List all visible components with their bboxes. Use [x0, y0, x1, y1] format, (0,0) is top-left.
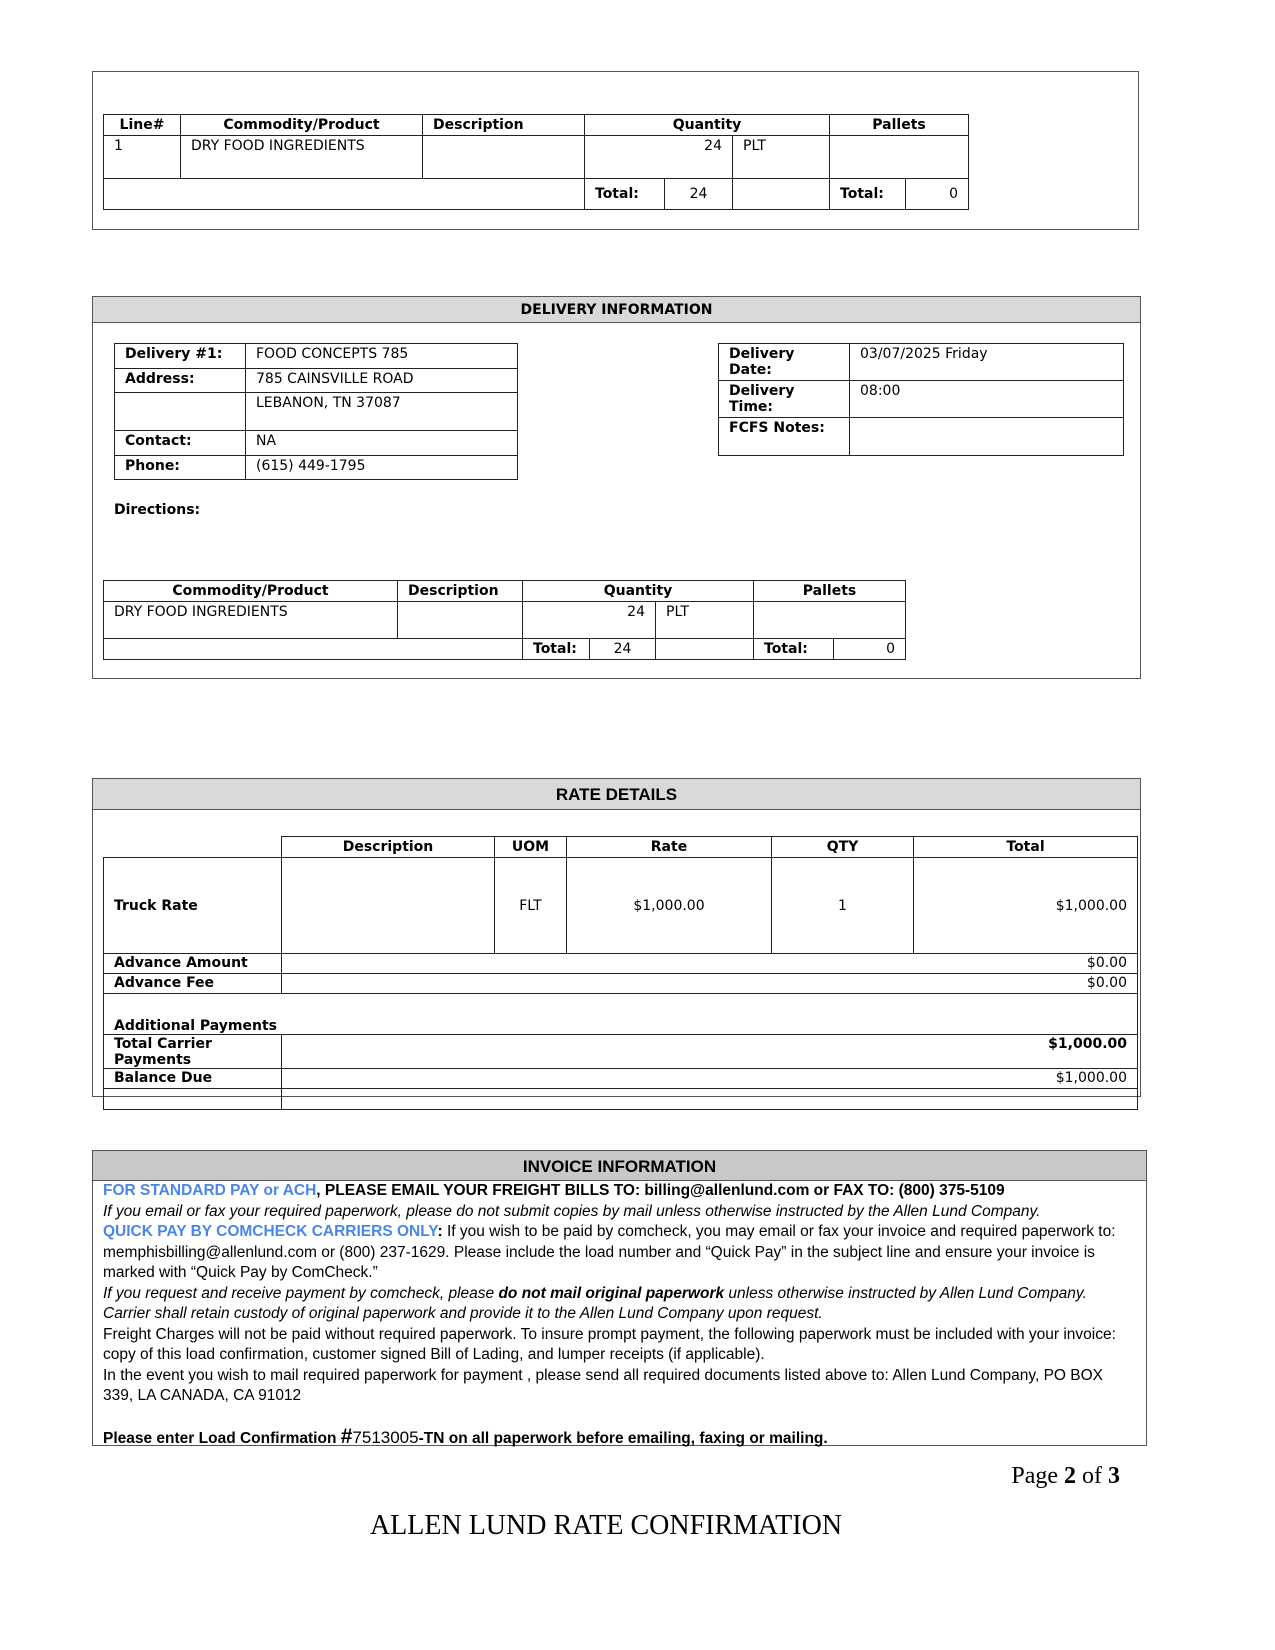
col-pallets: Pallets — [830, 115, 969, 136]
pallets-total-value: 0 — [906, 179, 969, 210]
standard-pay-text: , PLEASE EMAIL YOUR FREIGHT BILLS TO: billing@allenlund.com or FAX TO: (800) 375-5109 — [316, 1182, 1005, 1199]
totals-spacer — [104, 639, 523, 660]
delivery-name: FOOD CONCEPTS 785 — [246, 344, 518, 369]
comcheck-note-a: If you request and receive payment by comcheck, please — [103, 1284, 499, 1302]
col-commodity: Commodity/Product — [104, 581, 398, 602]
qty-total-value: 24 — [590, 639, 656, 660]
load-confirmation-hash: # — [340, 1424, 353, 1448]
col-line: Line# — [104, 115, 181, 136]
col-quantity: Quantity — [585, 115, 830, 136]
comcheck-note-c: unless otherwise instructed by Allen Lund Company. Carrier shall retain custody of original paperwork and provide it to the Allen Lund Company upon request. — [103, 1284, 1087, 1322]
col-description: Description — [398, 581, 523, 602]
delivery-date-table — [718, 343, 1124, 456]
invoice-section — [92, 1150, 1147, 1446]
advance-fee-label: Advance Fee — [104, 974, 282, 994]
advance-fee-value: $0.00 — [282, 974, 1138, 994]
line-items-table — [103, 114, 969, 210]
commodity: DRY FOOD INGREDIENTS — [104, 602, 398, 639]
blank-cell — [282, 1089, 1138, 1110]
invoice-title: INVOICE INFORMATION — [93, 1151, 1146, 1181]
delivery-address-table — [114, 343, 518, 480]
load-confirmation-number: 7513005 — [352, 1427, 419, 1447]
invoice-line-mail-address: In the event you wish to mail required paperwork for payment , please send all required documents listed above to: Allen Lund Company, PO BOX 339, LA CANADA, CA 91012 — [103, 1366, 1104, 1404]
directions-label: Directions: — [114, 502, 201, 518]
advance-amount-label: Advance Amount — [104, 954, 282, 974]
pallets-total-value: 0 — [834, 639, 906, 660]
quick-pay-text: If you wish to be paid by comcheck, you may email or fax your invoice and required paperwork to: memphisbilling@allenlund.com or (800) 237-1629. Please include the load number and “Quick Pay” in the subject line and ensure your invoice is marked with “Quick Pay by ComCheck.” — [103, 1223, 1116, 1281]
col-total: Total — [914, 837, 1138, 858]
truck-rate-row — [104, 858, 1138, 954]
load-confirmation-suffix: -TN on all paperwork before emailing, faxing or mailing. — [418, 1429, 828, 1447]
delivery-time-value: 08:00 — [850, 381, 1124, 418]
phone-label: Phone: — [115, 456, 246, 480]
pallets-total-label: Total: — [754, 639, 834, 660]
line-number: 1 — [104, 136, 181, 179]
qty-total-blank — [733, 179, 830, 210]
truck-rate-qty: 1 — [772, 858, 914, 954]
total-carrier-value: $1,000.00 — [282, 1035, 1138, 1069]
quantity-unit: PLT — [733, 136, 830, 179]
page-total: 3 — [1108, 1463, 1120, 1489]
qty-total-blank — [656, 639, 754, 660]
commodity: DRY FOOD INGREDIENTS — [181, 136, 423, 179]
table-row — [104, 136, 969, 179]
invoice-body — [103, 1181, 1133, 1449]
total-carrier-label: Total Carrier Payments — [104, 1035, 282, 1069]
invoice-line-load-confirmation — [103, 1424, 1133, 1450]
additional-payments-label: Additional Payments — [104, 994, 1138, 1035]
delivery-label: Delivery #1: — [115, 344, 246, 369]
invoice-line-quick-pay — [103, 1222, 1133, 1284]
col-uom: UOM — [495, 837, 567, 858]
totals-spacer — [104, 179, 585, 210]
truck-rate-rate: $1,000.00 — [567, 858, 772, 954]
blank-row — [104, 1089, 1138, 1110]
invoice-line-email-note: If you email or fax your required paperwork, please do not submit copies by mail unless otherwise instructed by the Allen Lund Company. — [103, 1202, 1041, 1220]
additional-payments-row — [104, 994, 1138, 1035]
fcfs-value — [850, 418, 1124, 456]
pallets-value — [830, 136, 969, 179]
advance-amount-value: $0.00 — [282, 954, 1138, 974]
quantity-value: 24 — [585, 136, 733, 179]
delivery-title: DELIVERY INFORMATION — [93, 297, 1140, 323]
col-quantity: Quantity — [523, 581, 754, 602]
invoice-line-comcheck-note — [103, 1284, 1133, 1325]
rate-table — [103, 836, 1138, 1110]
truck-rate-uom: FLT — [495, 858, 567, 954]
total-carrier-row — [104, 1035, 1138, 1069]
advance-amount-row — [104, 954, 1138, 974]
qty-total-value: 24 — [665, 179, 733, 210]
rate-title: RATE DETAILS — [93, 779, 1140, 810]
phone-value: (615) 449-1795 — [246, 456, 518, 480]
truck-rate-label: Truck Rate — [104, 858, 282, 954]
delivery-date-label: Delivery Date: — [719, 344, 850, 381]
description — [423, 136, 585, 179]
balance-due-label: Balance Due — [104, 1069, 282, 1089]
page-of: of — [1076, 1463, 1108, 1489]
quick-pay-heading: QUICK PAY BY COMCHECK CARRIERS ONLY — [103, 1223, 438, 1240]
page-current: 2 — [1064, 1463, 1076, 1489]
standard-pay-heading: FOR STANDARD PAY or ACH — [103, 1182, 317, 1199]
col-commodity: Commodity/Product — [181, 115, 423, 136]
delivery-time-label: Delivery Time: — [719, 381, 850, 418]
totals-row — [104, 639, 906, 660]
quantity-value: 24 — [523, 602, 656, 639]
pallets-total-label: Total: — [830, 179, 906, 210]
invoice-line-requirements: Freight Charges will not be paid without required paperwork. To insure prompt payment, the following paperwork must be included with your invoice: copy of this load confirmation, customer signed Bill of Lading, and lumper receipts (if applicable). — [103, 1325, 1116, 1363]
qty-total-label: Total: — [585, 179, 665, 210]
contact-value: NA — [246, 431, 518, 456]
page-number — [1011, 1463, 1120, 1490]
col-pallets: Pallets — [754, 581, 906, 602]
address-label: Address: — [115, 369, 246, 393]
truck-rate-description — [282, 858, 495, 954]
balance-due-row — [104, 1069, 1138, 1089]
page-prefix: Page — [1011, 1463, 1064, 1489]
col-description: Description — [423, 115, 585, 136]
quantity-unit: PLT — [656, 602, 754, 639]
address-label-blank — [115, 393, 246, 431]
address-line1: 785 CAINSVILLE ROAD — [246, 369, 518, 393]
col-rate: Rate — [567, 837, 772, 858]
description — [398, 602, 523, 639]
balance-due-value: $1,000.00 — [282, 1069, 1138, 1089]
delivery-commodity-table — [103, 580, 906, 660]
load-confirmation-prefix: Please enter Load Confirmation — [103, 1429, 341, 1447]
delivery-date-value: 03/07/2025 Friday — [850, 344, 1124, 381]
fcfs-label: FCFS Notes: — [719, 418, 850, 456]
col-description: Description — [282, 837, 495, 858]
truck-rate-total: $1,000.00 — [914, 858, 1138, 954]
comcheck-note-b: do not mail original paperwork — [498, 1284, 725, 1302]
blank-cell — [104, 1089, 282, 1110]
address-line2: LEBANON, TN 37087 — [246, 393, 518, 431]
totals-row — [104, 179, 969, 210]
advance-fee-row — [104, 974, 1138, 994]
qty-total-label: Total: — [523, 639, 590, 660]
invoice-line-standard-pay — [103, 1181, 1133, 1202]
footer-title: ALLEN LUND RATE CONFIRMATION — [369, 1510, 843, 1541]
col-qty: QTY — [772, 837, 914, 858]
rate-header-blank — [104, 837, 282, 858]
table-row — [104, 602, 906, 639]
contact-label: Contact: — [115, 431, 246, 456]
pallets-value — [754, 602, 906, 639]
quick-pay-colon: : — [437, 1223, 443, 1240]
